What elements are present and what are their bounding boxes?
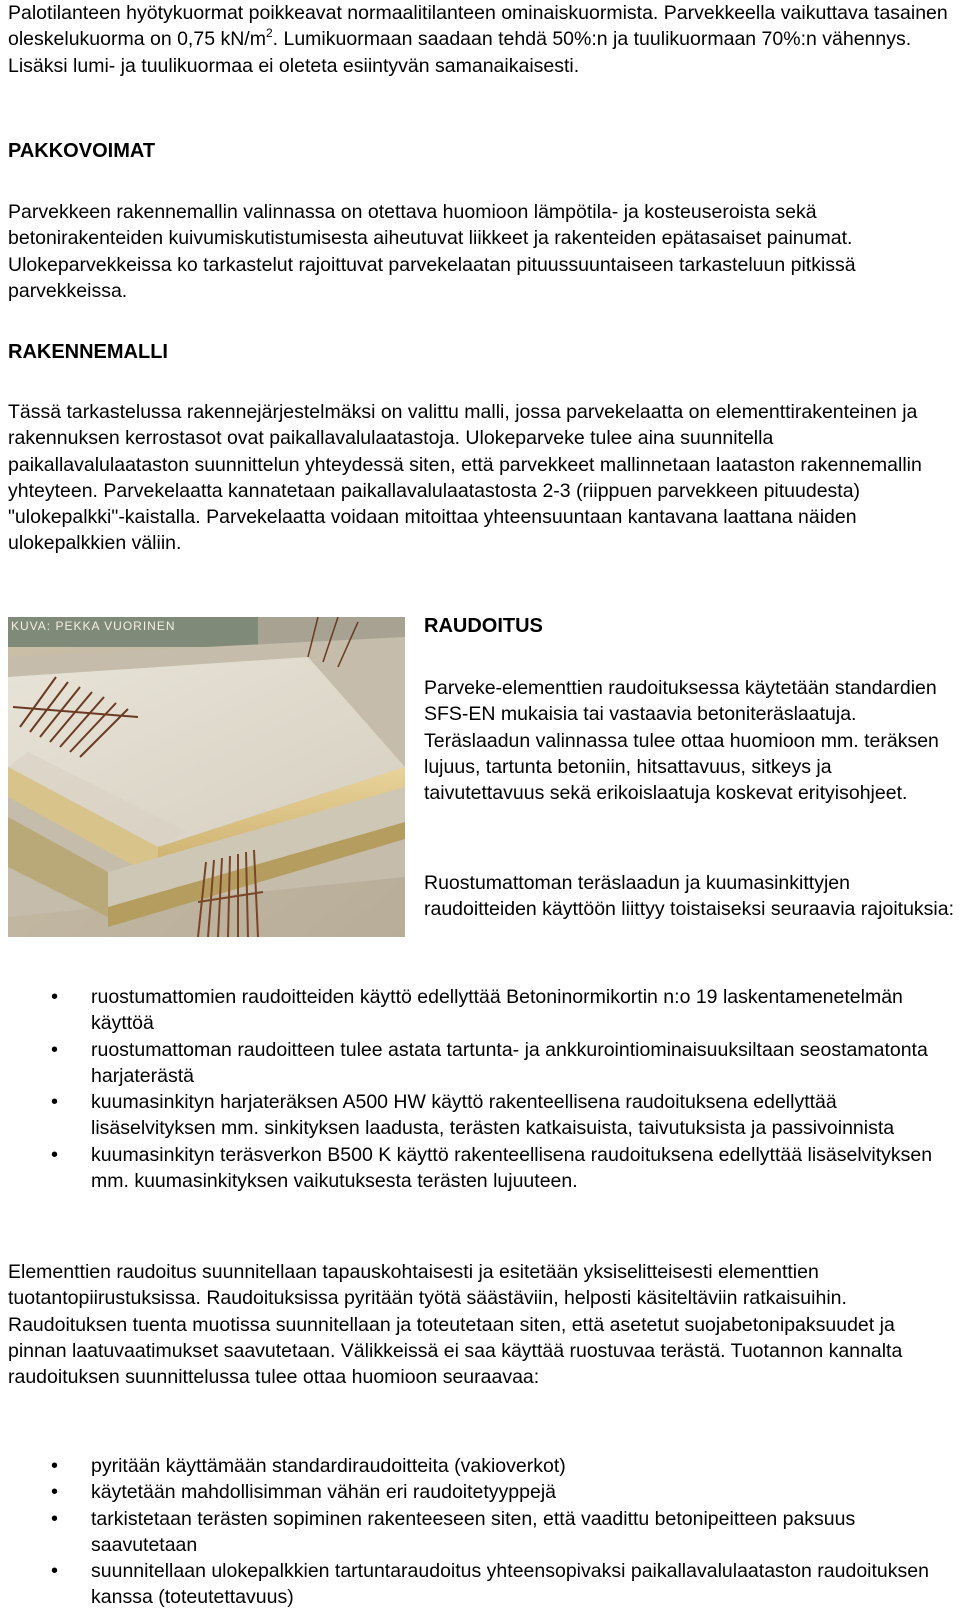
- list-item: • kuumasinkityn teräsverkon B500 K käyttö rakenteellisena raudoituksena edellyttää lisäselvityksen mm. kuumasinkityksen vaikutuksesta terästen lujuuteen.: [0, 1142, 951, 1195]
- list-item: • käytetään mahdollisimman vähän eri raudoitetyyppejä: [0, 1479, 951, 1505]
- restrictions-list: [0, 984, 960, 1194]
- production-list: [0, 1453, 960, 1611]
- intro-paragraph: [8, 0, 958, 79]
- rakennemalli-paragraph: Tässä tarkastelussa rakennejärjestelmäksi on valittu malli, jossa parvekelaatta on elementtirakenteinen ja rakennuksen kerrostasot ovat paikallavalulaatastoja. Ulokeparveke tulee aina suunnitella paikallavalulaataston suunnittelun yhteydessä siten, että parvekkeet mallinnetaan laataston rakennemallin yhteyteen. Parvekelaatta kannatetaan paikallavalulaatastosta 2-3 (riippuen parvekkeen pituudesta) "ulokepalkki"-kaistalla. Parvekelaatta voidaan mitoittaa yhteensuuntaan kantavana laattana näiden ulokepalkkien väliin.: [8, 401, 922, 555]
- superscript-2: 2: [265, 26, 273, 41]
- balcony-slab-photo: [8, 617, 405, 937]
- pakkovoimat-paragraph: Parvekkeen rakennemallin valinnassa on otettava huomioon lämpötila- ja kosteuseroista sekä betonirakenteiden kuivumiskutistumisesta aiheutuvat liikkeet ja rakenteiden epätasaiset painumat. Ulokeparvekkeissa ko tarkastelut rajoittuvat parvekelaatan pituussuuntaiseen tarkasteluun pitkissä parvekkeissa.: [8, 201, 856, 302]
- intro-text-end: . Lumikuormaan saadaan tehdä 50%:n ja tuulikuormaan 70%:n vähennys. Lisäksi lumi- ja tuulikuormaa ei oleteta esiintyvän samanaikaisesti.: [8, 28, 912, 77]
- list-item: • suunnitellaan ulokepalkkien tartuntaraudoitus yhteensopivaksi paikallavalulaataston raudoituksen kanssa (toteutettavuus): [0, 1558, 951, 1611]
- list-item: • ruostumattomien raudoitteiden käyttö edellyttää Betoninormikortin n:o 19 laskentamenetelmän käyttöä: [0, 984, 951, 1037]
- list-item: • ruostumattoman raudoitteen tulee astata tartunta- ja ankkurointiominaisuuksiltaan seostamatonta harjaterästä: [0, 1037, 951, 1090]
- list-item: • tarkistetaan terästen sopiminen rakenteeseen siten, että vaadittu betonipeitteen paksuus saavutetaan: [0, 1506, 951, 1559]
- intro-text-start: Palotilanteen hyötykuormat poikkeavat normaalitilanteen ominaiskuormista. Parvekkeella vaikuttava tasainen oleskelukuorma on 0,75 kN/m: [8, 2, 948, 51]
- heading-pakkovoimat: PAKKOVOIMAT: [8, 140, 156, 162]
- photo-caption: KUVA: PEKKA VUORINEN: [11, 619, 176, 633]
- heading-rakennemalli: RAKENNEMALLI: [8, 341, 168, 363]
- elementtien-paragraph: Elementtien raudoitus suunnitellaan tapauskohtaisesti ja esitetään yksiselitteisesti elementtien tuotantopiirustuksissa. Raudoituksissa pyritään työtä säästäviin, helposti käsiteltäviin ratkaisuihin. Raudoituksen tuenta muotissa suunnitellaan ja toteutetaan siten, että asetetut suojabetonipaksuudet ja pinnan laatuvaatimukset saavutetaan. Välikkeissä ei saa käyttää ruostuvaa terästä. Tuotannon kannalta raudoituksen suunnittelussa tulee ottaa huomioon seuraavaa:: [8, 1261, 903, 1389]
- photo-illustration: [8, 617, 405, 937]
- list-item: • kuumasinkityn harjateräksen A500 HW käyttö rakenteellisena raudoituksena edellyttää lisäselvityksen mm. sinkityksen laadusta, terästen katkaisuista, taivutuksista ja passivoinnista: [0, 1089, 951, 1142]
- list-item: • pyritään käyttämään standardiraudoitteita (vakioverkot): [0, 1453, 951, 1479]
- raudoitus-paragraph-1: Parveke-elementtien raudoituksessa käytetään standardien SFS-EN mukaisia tai vastaavia betoniteräslaatuja. Teräslaadun valinnassa tulee ottaa huomioon mm. teräksen lujuus, tartunta betoniin, hitsattavuus, sitkeys ja taivutettavuus sekä erikoislaatuja koskevat erityisohjeet.: [424, 677, 939, 805]
- heading-raudoitus: RAUDOITUS: [424, 615, 543, 637]
- raudoitus-paragraph-2: Ruostumattoman teräslaadun ja kuumasinkittyjen raudoitteiden käyttöön liittyy toistaiseksi seuraavia rajoituksia:: [424, 872, 955, 921]
